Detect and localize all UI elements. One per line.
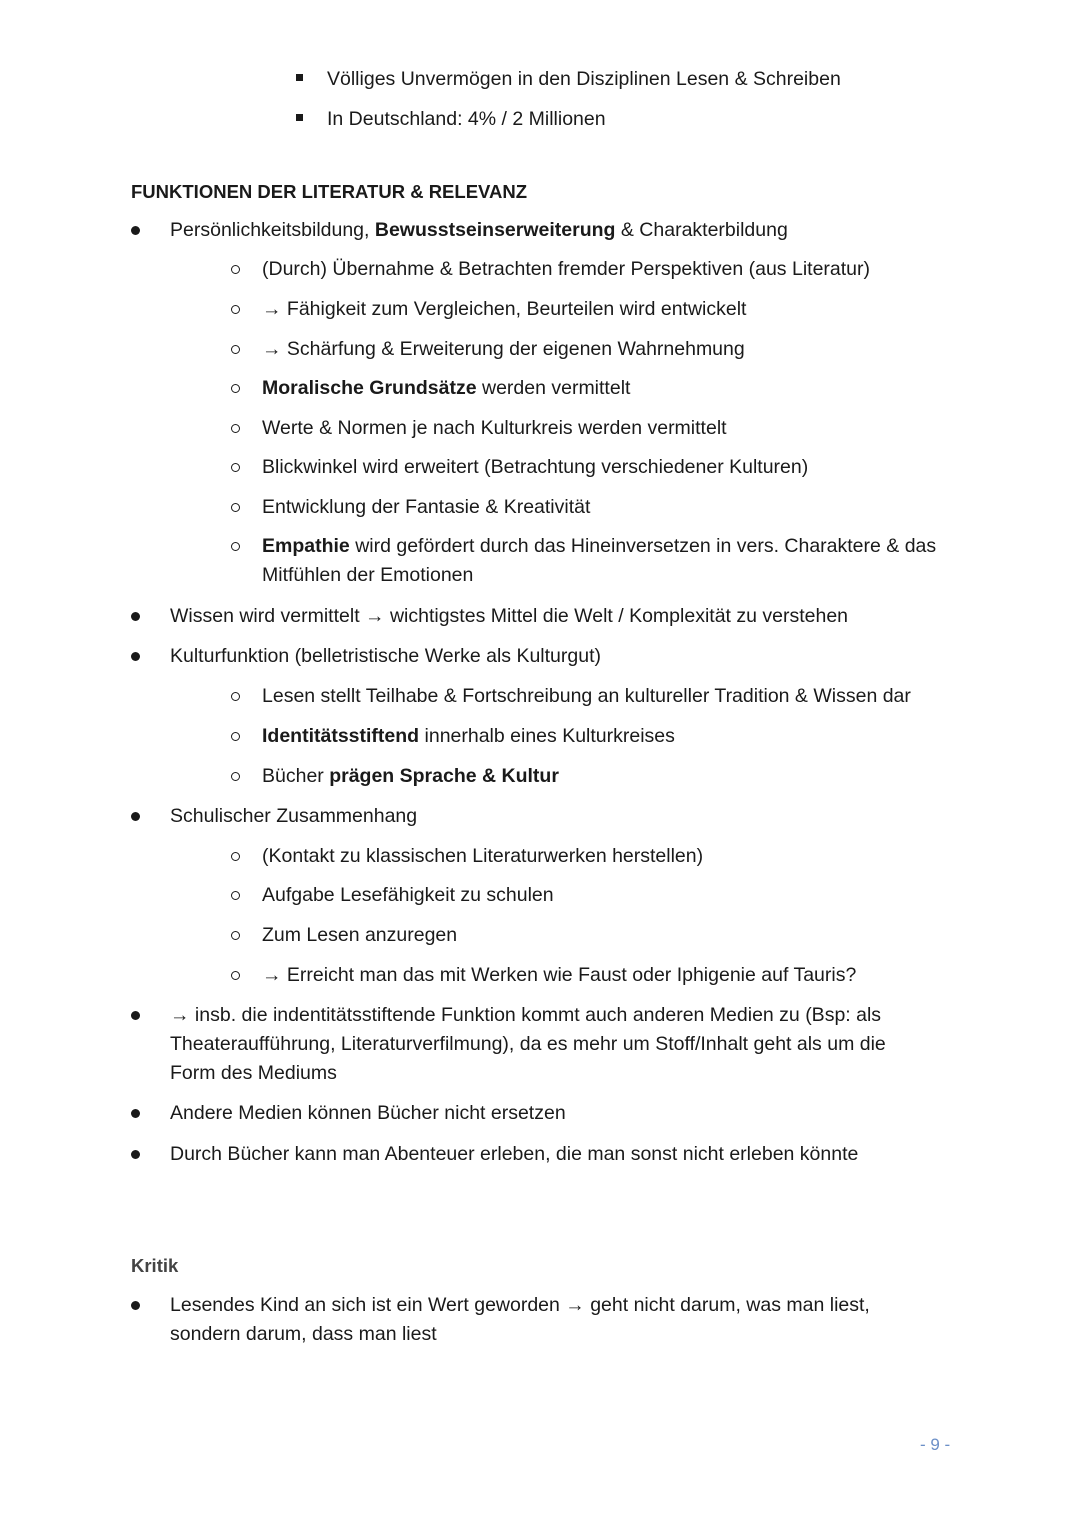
circle-bullet-icon bbox=[231, 542, 240, 551]
sub-item-text: Bücher bbox=[262, 765, 330, 787]
list-item bbox=[170, 216, 960, 245]
bullet-icon bbox=[131, 652, 140, 661]
sub-item-text: → Fähigkeit zum Vergleichen, Beurteilen wird entwickelt bbox=[262, 298, 747, 320]
list-item-text: In Deutschland: 4% / 2 Millionen bbox=[327, 108, 606, 130]
circle-bullet-icon bbox=[231, 732, 240, 741]
circle-bullet-icon bbox=[231, 345, 240, 354]
circle-bullet-icon bbox=[231, 424, 240, 433]
bullet-icon bbox=[131, 1109, 140, 1118]
sub-item bbox=[262, 762, 962, 791]
circle-bullet-icon bbox=[231, 772, 240, 781]
circle-bullet-icon bbox=[231, 852, 240, 861]
list-item-text: Völliges Unvermögen in den Disziplinen Lesen & Schreiben bbox=[327, 68, 841, 90]
square-bullet-icon bbox=[296, 114, 303, 121]
list-item-text: Andere Medien können Bücher nicht ersetzen bbox=[170, 1102, 566, 1124]
circle-bullet-icon bbox=[231, 692, 240, 701]
circle-bullet-icon bbox=[231, 503, 240, 512]
bold-text: Identitätsstiftend bbox=[262, 725, 420, 747]
sub-item-text: Entwicklung der Fantasie & Kreativität bbox=[262, 496, 591, 518]
circle-bullet-icon bbox=[231, 463, 240, 472]
bullet-icon bbox=[131, 612, 140, 621]
bold-text: Bewusstseinserweiterung bbox=[374, 219, 616, 241]
circle-bullet-icon bbox=[231, 931, 240, 940]
sub-item-text: Aufgabe Lesefähigkeit zu schulen bbox=[262, 884, 554, 906]
sub-item-text: Zum Lesen anzuregen bbox=[262, 924, 458, 946]
sub-item bbox=[262, 722, 962, 751]
circle-bullet-icon bbox=[231, 384, 240, 393]
bullet-icon bbox=[131, 1150, 140, 1159]
list-item-text: Kulturfunktion (belletristische Werke als Kulturgut) bbox=[170, 645, 601, 667]
sub-item-text: (Durch) Übernahme & Betrachten fremder Perspektiven (aus Literatur) bbox=[262, 258, 871, 280]
bold-text: Moralische Grundsätze bbox=[262, 377, 477, 399]
page-number: - 9 - bbox=[920, 1435, 951, 1454]
list-item-text: Persönlichkeitsbildung, bbox=[170, 219, 375, 241]
bullet-icon bbox=[131, 1301, 140, 1310]
list-item-text: Lesendes Kind an sich ist ein Wert geworden → geht nicht darum, was man liest, sondern darum, dass man liest bbox=[170, 1294, 870, 1345]
list-item-text: Schulischer Zusammenhang bbox=[170, 805, 418, 827]
circle-bullet-icon bbox=[231, 265, 240, 274]
sub-item bbox=[262, 532, 962, 590]
bullet-icon bbox=[131, 1011, 140, 1020]
circle-bullet-icon bbox=[231, 971, 240, 980]
sub-item-text: wird gefördert durch das Hineinversetzen in vers. Charaktere & das Mitfühlen der Emotionen bbox=[262, 535, 937, 586]
list-item-text: Wissen wird vermittelt → wichtigstes Mittel die Welt / Komplexität zu verstehen bbox=[170, 605, 849, 627]
sub-item-text: Blickwinkel wird erweitert (Betrachtung verschiedener Kulturen) bbox=[262, 456, 809, 478]
kritik-heading: Kritik bbox=[131, 1255, 179, 1276]
circle-bullet-icon bbox=[231, 891, 240, 900]
list-item-text: & Charakterbildung bbox=[615, 219, 788, 241]
bullet-icon bbox=[131, 226, 140, 235]
sub-item-text: Werte & Normen je nach Kulturkreis werden vermittelt bbox=[262, 417, 727, 439]
square-bullet-icon bbox=[296, 74, 303, 81]
sub-item-text: → Erreicht man das mit Werken wie Faust oder Iphigenie auf Tauris? bbox=[262, 964, 857, 986]
sub-item-text: (Kontakt zu klassischen Literaturwerken herstellen) bbox=[262, 845, 704, 867]
sub-item-text: Lesen stellt Teilhabe & Fortschreibung an kultureller Tradition & Wissen dar bbox=[262, 685, 911, 707]
list-item-text: → insb. die indentitätsstiftende Funktion kommt auch anderen Medien zu (Bsp: als Theateraufführung, Literaturverfilmung), da es mehr um Stoff/Inhalt geht als um die Form des Mediums bbox=[170, 1004, 886, 1084]
section-heading: FUNKTIONEN DER LITERATUR & RELEVANZ bbox=[131, 181, 528, 202]
sub-item bbox=[262, 374, 962, 403]
bold-text: Empathie bbox=[262, 535, 350, 557]
bold-text: prägen Sprache & Kultur bbox=[329, 765, 559, 787]
circle-bullet-icon bbox=[231, 305, 240, 314]
bullet-icon bbox=[131, 812, 140, 821]
sub-item-text: → Schärfung & Erweiterung der eigenen Wahrnehmung bbox=[262, 338, 745, 360]
sub-item-text: werden vermittelt bbox=[476, 377, 631, 399]
sub-item-text: innerhalb eines Kulturkreises bbox=[419, 725, 675, 747]
list-item-text: Durch Bücher kann man Abenteuer erleben, die man sonst nicht erleben könnte bbox=[170, 1143, 859, 1165]
